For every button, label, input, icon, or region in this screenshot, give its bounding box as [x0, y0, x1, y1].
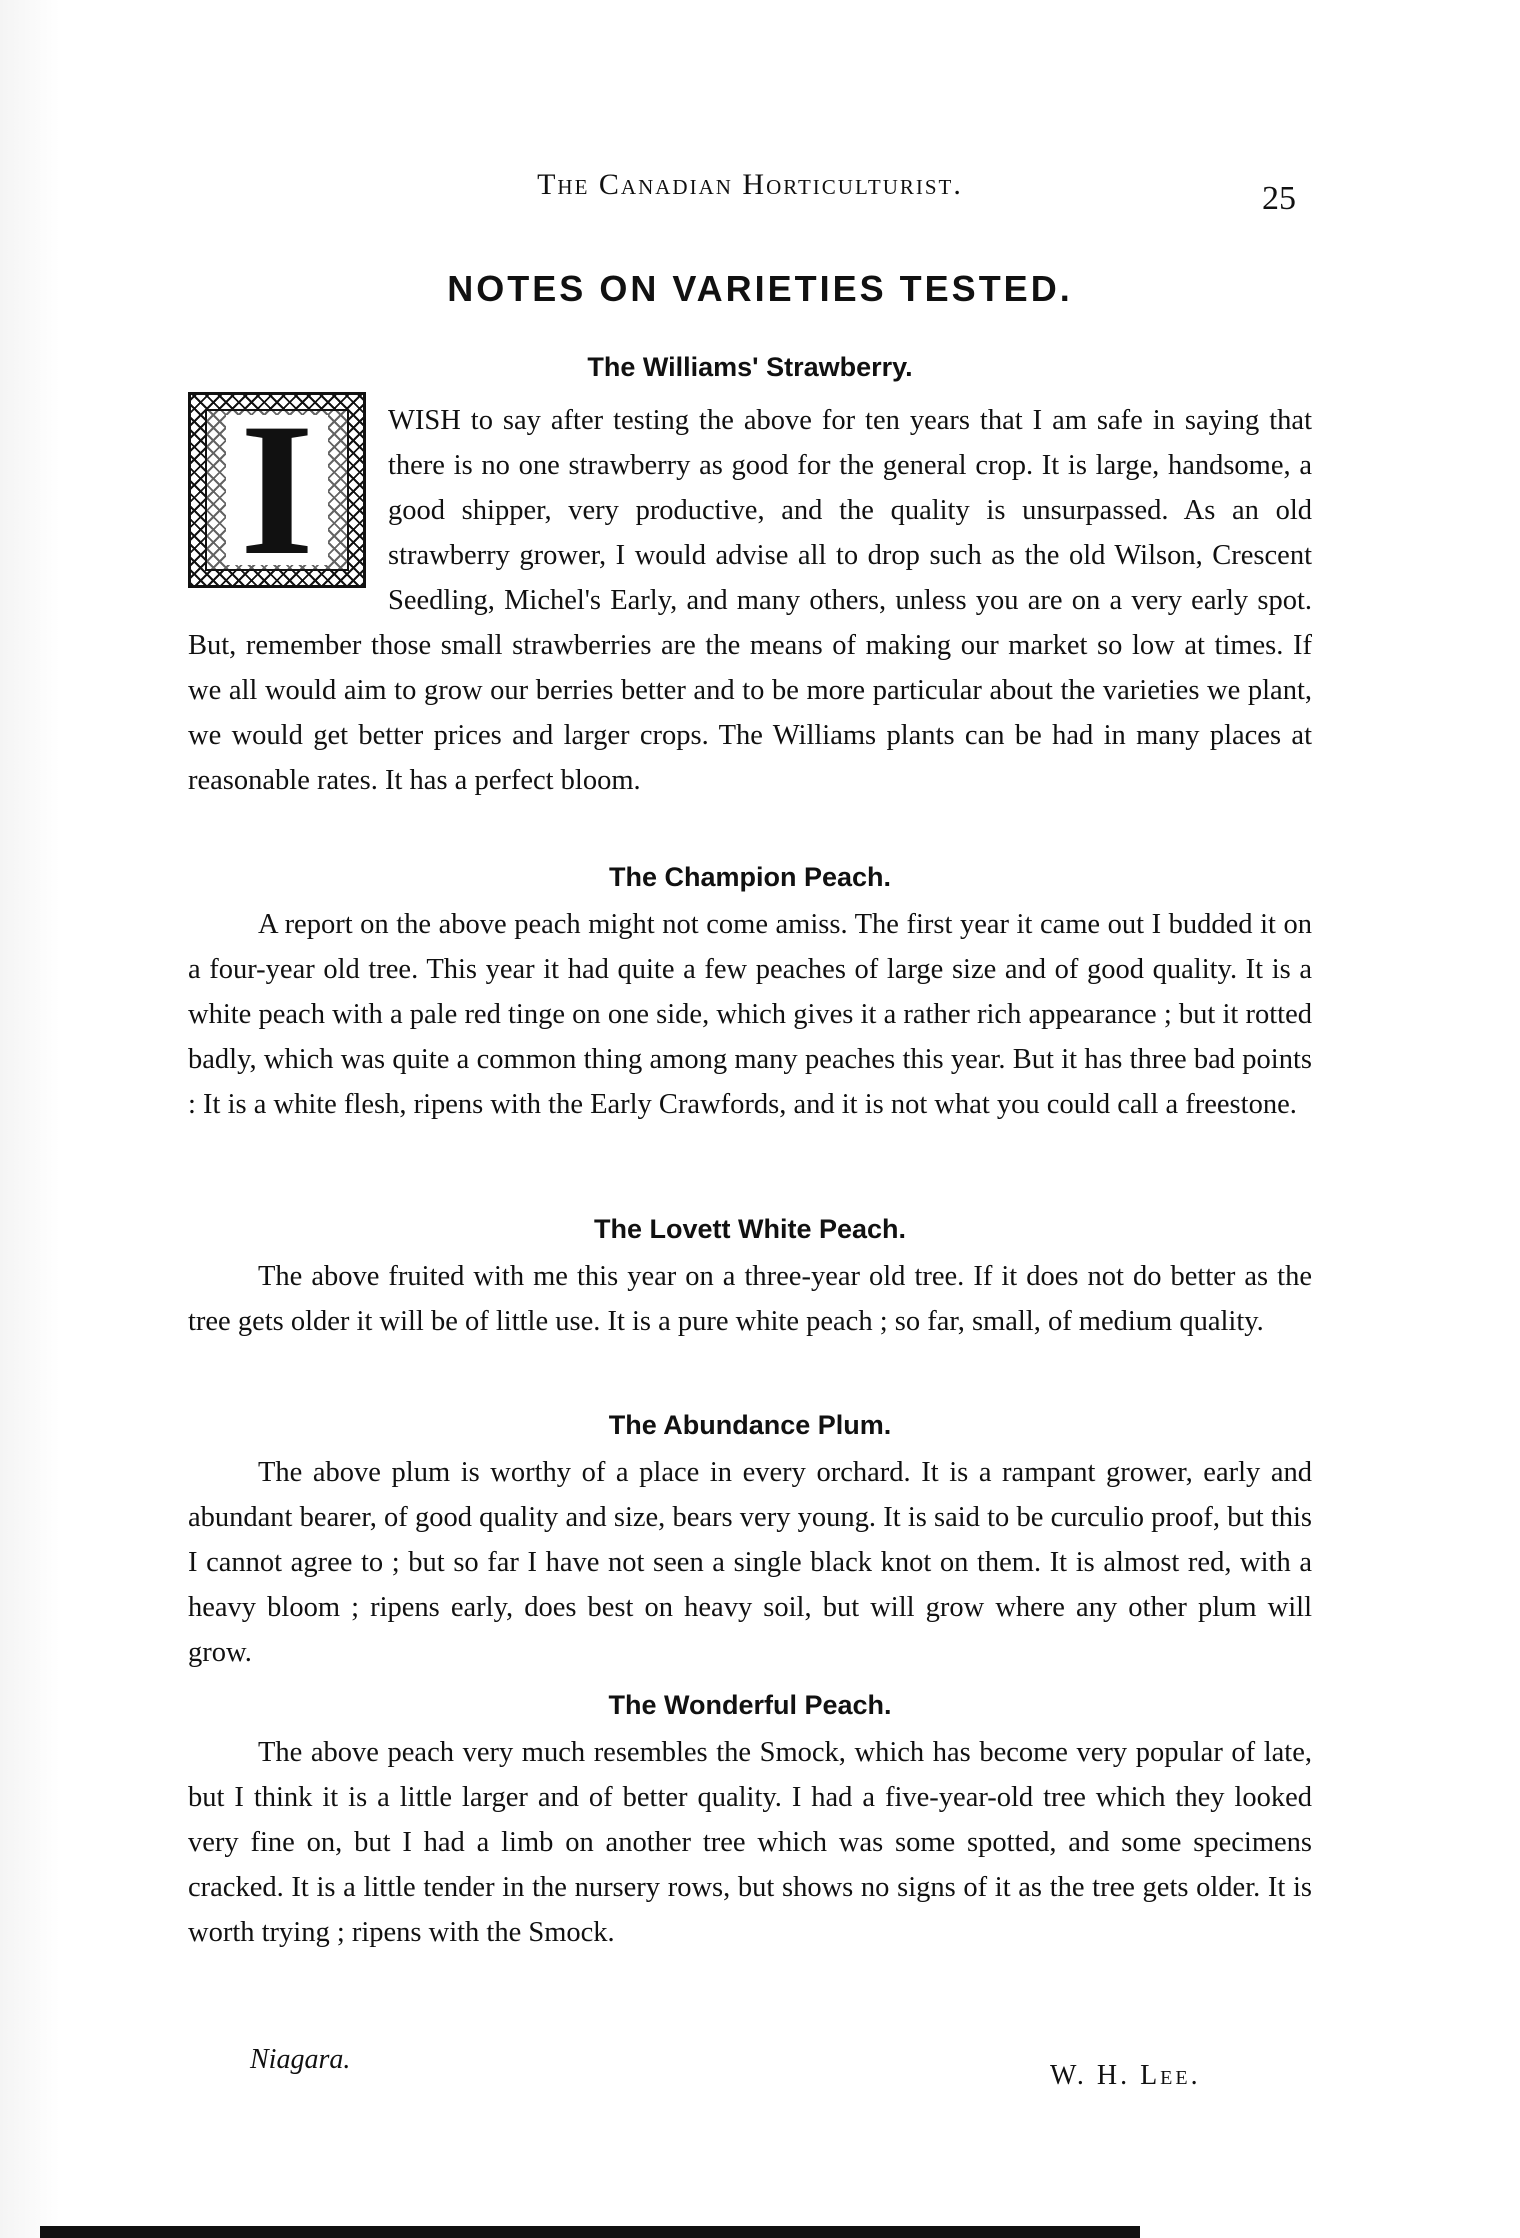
paragraph-abundance-plum: The above plum is worthy of a place in every orchard. It is a rampant grower, early and abundant bearer, of good quality and size, bears very young. It is said to be curculio proof, but this I cannot agree to ; but so far I have not seen a single black knot on them. It is almost red, with a heavy bloom ; ripens early, does best on heavy soil, but will grow where any other plum will grow. — [188, 1457, 1312, 1668]
section-heading-williams-strawberry: The Williams' Strawberry. — [587, 352, 913, 382]
signature-place: Niagara. — [250, 2044, 351, 2075]
paragraph-champion-peach: A report on the above peach might not come amiss. The first year it came out I budded it on a four-year old tree. This year it had quite a few peaches of large size and of good quality. It is a white peach with a pale red tinge on one side, which gives it a rather rich appearance ; but it rotted badly, which was quite a common thing among many peaches this year. But it has three bad points : It is a white flesh, ripens with the Early Crawfords, and it is not what you could call a freestone. — [188, 909, 1312, 1120]
scan-edge — [0, 0, 60, 2238]
drop-cap-letter: I — [226, 415, 328, 565]
drop-cap-space — [188, 398, 388, 613]
paragraph-williams-strawberry — [188, 398, 1312, 803]
section-heading-lovett-white-peach: The Lovett White Peach. — [593, 1214, 907, 1244]
article-title: NOTES ON VARIETIES TESTED. — [447, 268, 1073, 309]
running-title: The Canadian Horticulturist. — [537, 168, 963, 201]
paragraph-wonderful-peach: The above peach very much resembles the Smock, which has become very popular of late, but I think it is a little larger and of better quality. I had a five-year-old tree which they looked very fine on, but I had a limb on another tree which was some spotted, and some specimens cracked. It is a little tender in the nursery rows, but shows no signs of it as the tree gets older. It is worth trying ; ripens with the Smock. — [188, 1737, 1312, 1948]
paragraph-lovett-white-peach: The above fruited with me this year on a three-year old tree. If it does not do better as the tree gets older it will be of little use. It is a pure white peach ; so far, small, of medium quality. — [188, 1261, 1312, 1337]
signature-author: W. H. Lee. — [1050, 2060, 1201, 2091]
scan-bottom-edge — [40, 2226, 1140, 2238]
section-heading-champion-peach: The Champion Peach. — [608, 862, 892, 892]
section-heading-wonderful-peach: The Wonderful Peach. — [608, 1690, 892, 1720]
section-heading-abundance-plum: The Abundance Plum. — [608, 1410, 892, 1440]
page-number: 25 — [1262, 180, 1296, 217]
paragraph-text: WISH to say after testing the above for ten years that I am safe in saying that there is no one strawberry as good for the general crop. It is large, handsome, a good shipper, very productive, and the quality is unsurpassed. As an old strawberry grower, I would advise all to drop such as the old Wilson, Crescent Seedling, Michel's Early, and many others, unless you are on a very early spot. But, remember those small strawberries are the means of making our market so low at times. If we all would aim to grow our berries better and to be more particular about the varieties we plant, we would get better prices and larger crops. The Williams plants can be had in many places at reasonable rates. It has a perfect bloom. — [188, 405, 1312, 796]
